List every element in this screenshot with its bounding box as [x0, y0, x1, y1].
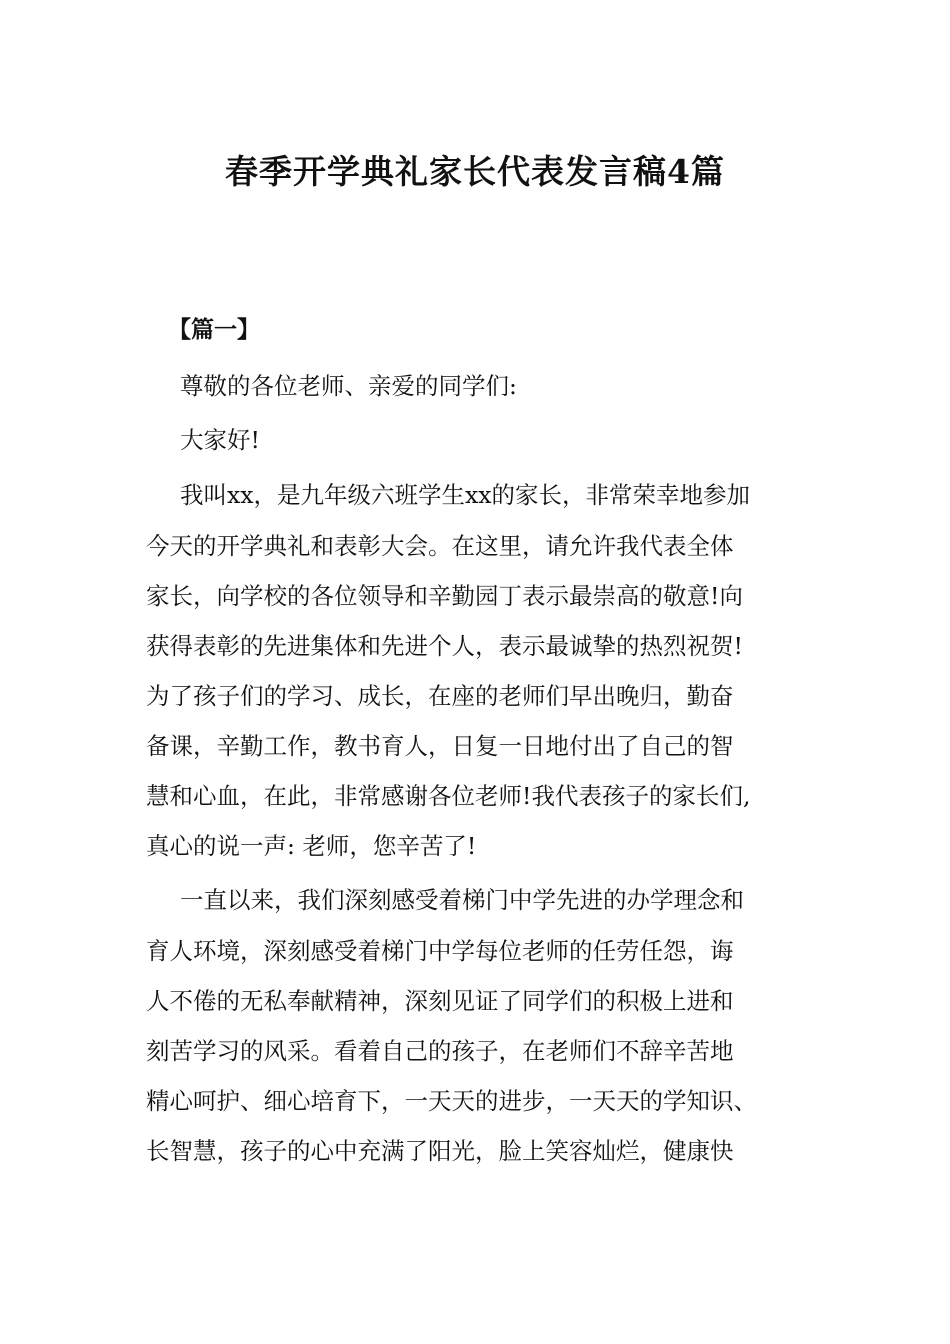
text-line: 获得表彰的先进集体和先进个人，表示最诚挚的热烈祝贺!: [146, 632, 743, 660]
text-line: 我叫xx，是九年级六班学生xx的家长，非常荣幸地参加: [180, 481, 751, 509]
text-line: 精心呵护、细心培育下，一天天的进步，一天天的学知识、: [146, 1087, 757, 1115]
text-line: 一直以来，我们深刻感受着梯门中学先进的办学理念和: [180, 886, 744, 914]
text-line: 今天的开学典礼和表彰大会。在这里，请允许我代表全体: [146, 532, 734, 560]
text-line: 育人环境，深刻感受着梯门中学每位老师的任劳任怨，诲: [146, 937, 734, 965]
text-line: 备课，辛勤工作，教书育人，日复一日地付出了自己的智: [146, 732, 734, 760]
text-line: 家长，向学校的各位领导和辛勤园丁表示最崇高的敬意!向: [146, 582, 743, 610]
document-title: 春季开学典礼家长代表发言稿4篇: [225, 152, 725, 191]
text-line: 尊敬的各位老师、亲爱的同学们:: [180, 372, 517, 400]
section-label: 【篇一】: [168, 316, 260, 343]
text-line: 真心的说一声: 老师，您辛苦了!: [146, 832, 477, 860]
text-line: 大家好!: [180, 426, 260, 454]
text-line: 刻苦学习的风采。看着自己的孩子，在老师们不辞辛苦地: [146, 1037, 734, 1065]
text-line: 慧和心血，在此，非常感谢各位老师!我代表孩子的家长们,: [146, 782, 751, 810]
text-line: 为了孩子们的学习、成长，在座的老师们早出晚归，勤奋: [146, 682, 734, 710]
text-line: 人不倦的无私奉献精神，深刻见证了同学们的积极上进和: [146, 987, 734, 1015]
text-line: 长智慧，孩子的心中充满了阳光，脸上笑容灿烂，健康快: [146, 1137, 734, 1165]
